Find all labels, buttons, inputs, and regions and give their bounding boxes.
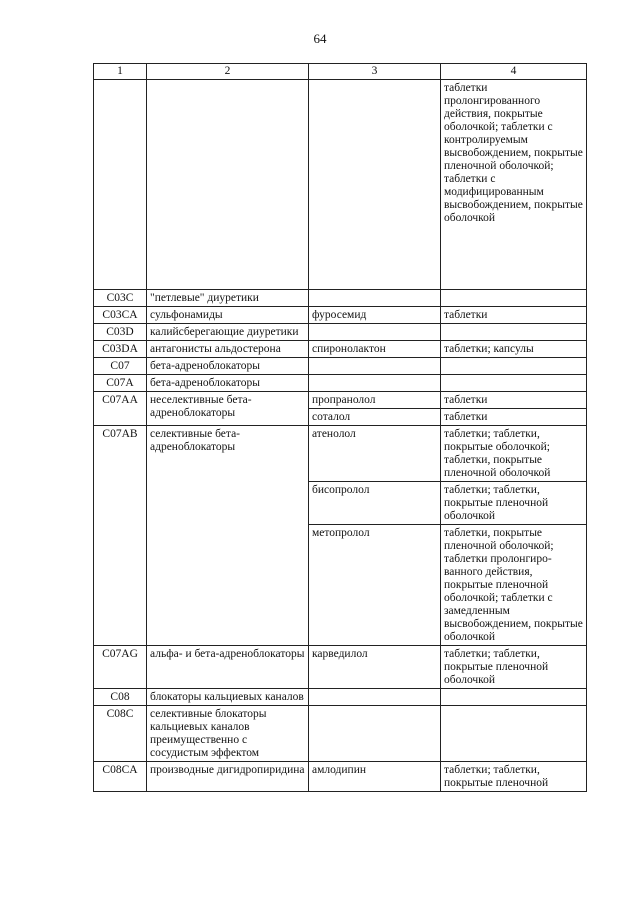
table-row (94, 307, 587, 324)
drug-cell: пропранолол (309, 392, 441, 409)
column-header: 4 (441, 64, 587, 80)
group-cell: неселективные бета-адреноблокаторы (147, 392, 309, 426)
table-row (94, 290, 587, 307)
atc-code-cell: C08C (94, 706, 147, 762)
table-row (94, 689, 587, 706)
dosage-forms-cell (441, 689, 587, 706)
table-row (94, 646, 587, 689)
drug-cell: карведилол (309, 646, 441, 689)
column-header: 2 (147, 64, 309, 80)
atc-code-cell: C03D (94, 324, 147, 341)
drug-cell (309, 80, 441, 290)
drug-cell: бисопролол (309, 482, 441, 525)
drug-cell: спиронолактон (309, 341, 441, 358)
drug-cell (309, 290, 441, 307)
column-header: 1 (94, 64, 147, 80)
atc-code-cell: C07AG (94, 646, 147, 689)
atc-code-cell: C03C (94, 290, 147, 307)
atc-code-cell: C08CA (94, 762, 147, 792)
dosage-forms-cell: таблетки, покрытые пленочной оболочкой; таблетки пролонгиро-ванного действия, покрытые пленочной оболочкой; таблетки с замедленным высвобождением, покрытые оболочкой (441, 525, 587, 646)
drug-cell: амлодипин (309, 762, 441, 792)
drug-cell: соталол (309, 409, 441, 426)
table-header-row (94, 64, 587, 80)
group-cell: калийсберегающие диуретики (147, 324, 309, 341)
group-cell: альфа- и бета-адреноблокаторы (147, 646, 309, 689)
dosage-forms-cell: таблетки (441, 392, 587, 409)
dosage-forms-cell: таблетки (441, 409, 587, 426)
page-number: 64 (313, 31, 327, 46)
dosage-forms-cell: таблетки; таблетки, покрытые оболочкой; таблетки, покрытые пленочной оболочкой (441, 426, 587, 482)
group-cell: сульфонамиды (147, 307, 309, 324)
group-cell: антагонисты альдостерона (147, 341, 309, 358)
table-row (94, 392, 587, 409)
dosage-forms-cell: таблетки; таблетки, покрытые пленочной (441, 762, 587, 792)
dosage-forms-cell (441, 375, 587, 392)
table-row (94, 80, 587, 290)
atc-code-cell: C07 (94, 358, 147, 375)
atc-code-cell: C07AB (94, 426, 147, 646)
drug-cell (309, 375, 441, 392)
table-row (94, 358, 587, 375)
drug-table (93, 63, 587, 792)
table-row (94, 706, 587, 762)
group-cell: селективные блокаторы кальциевых каналов преимущественно с сосудистым эффектом (147, 706, 309, 762)
group-cell: производные дигидропиридина (147, 762, 309, 792)
dosage-forms-cell (441, 290, 587, 307)
drug-cell: метопролол (309, 525, 441, 646)
group-cell: "петлевые" диуретики (147, 290, 309, 307)
table-row (94, 324, 587, 341)
table-row (94, 762, 587, 792)
dosage-forms-cell (441, 324, 587, 341)
dosage-forms-cell: таблетки (441, 307, 587, 324)
table-row (94, 426, 587, 482)
atc-code-cell: C07A (94, 375, 147, 392)
group-cell: блокаторы кальциевых каналов (147, 689, 309, 706)
drug-cell (309, 689, 441, 706)
dosage-forms-cell (441, 358, 587, 375)
drug-cell (309, 324, 441, 341)
atc-code-cell: C08 (94, 689, 147, 706)
dosage-forms-cell: таблетки пролонгированного действия, покрытые оболочкой; таблетки с контролируемым высвобождением, покрытые пленочной оболочкой; таблетки с модифицированным высвобождением, покрытые оболочкой (441, 80, 587, 290)
dosage-forms-cell (441, 706, 587, 762)
dosage-forms-cell: таблетки; капсулы (441, 341, 587, 358)
group-cell: бета-адреноблокаторы (147, 375, 309, 392)
drug-cell: фуросемид (309, 307, 441, 324)
column-header: 3 (309, 64, 441, 80)
atc-code-cell: C03CA (94, 307, 147, 324)
group-cell (147, 80, 309, 290)
drug-cell: атенолол (309, 426, 441, 482)
atc-code-cell: C03DA (94, 341, 147, 358)
dosage-forms-cell: таблетки; таблетки, покрытые пленочной оболочкой (441, 482, 587, 525)
drug-cell (309, 358, 441, 375)
drug-cell (309, 706, 441, 762)
atc-code-cell (94, 80, 147, 290)
group-cell: селективные бета-адреноблокаторы (147, 426, 309, 646)
table-row (94, 341, 587, 358)
atc-code-cell: C07AA (94, 392, 147, 426)
table-row (94, 375, 587, 392)
group-cell: бета-адреноблокаторы (147, 358, 309, 375)
dosage-forms-cell: таблетки; таблетки, покрытые пленочной оболочкой (441, 646, 587, 689)
